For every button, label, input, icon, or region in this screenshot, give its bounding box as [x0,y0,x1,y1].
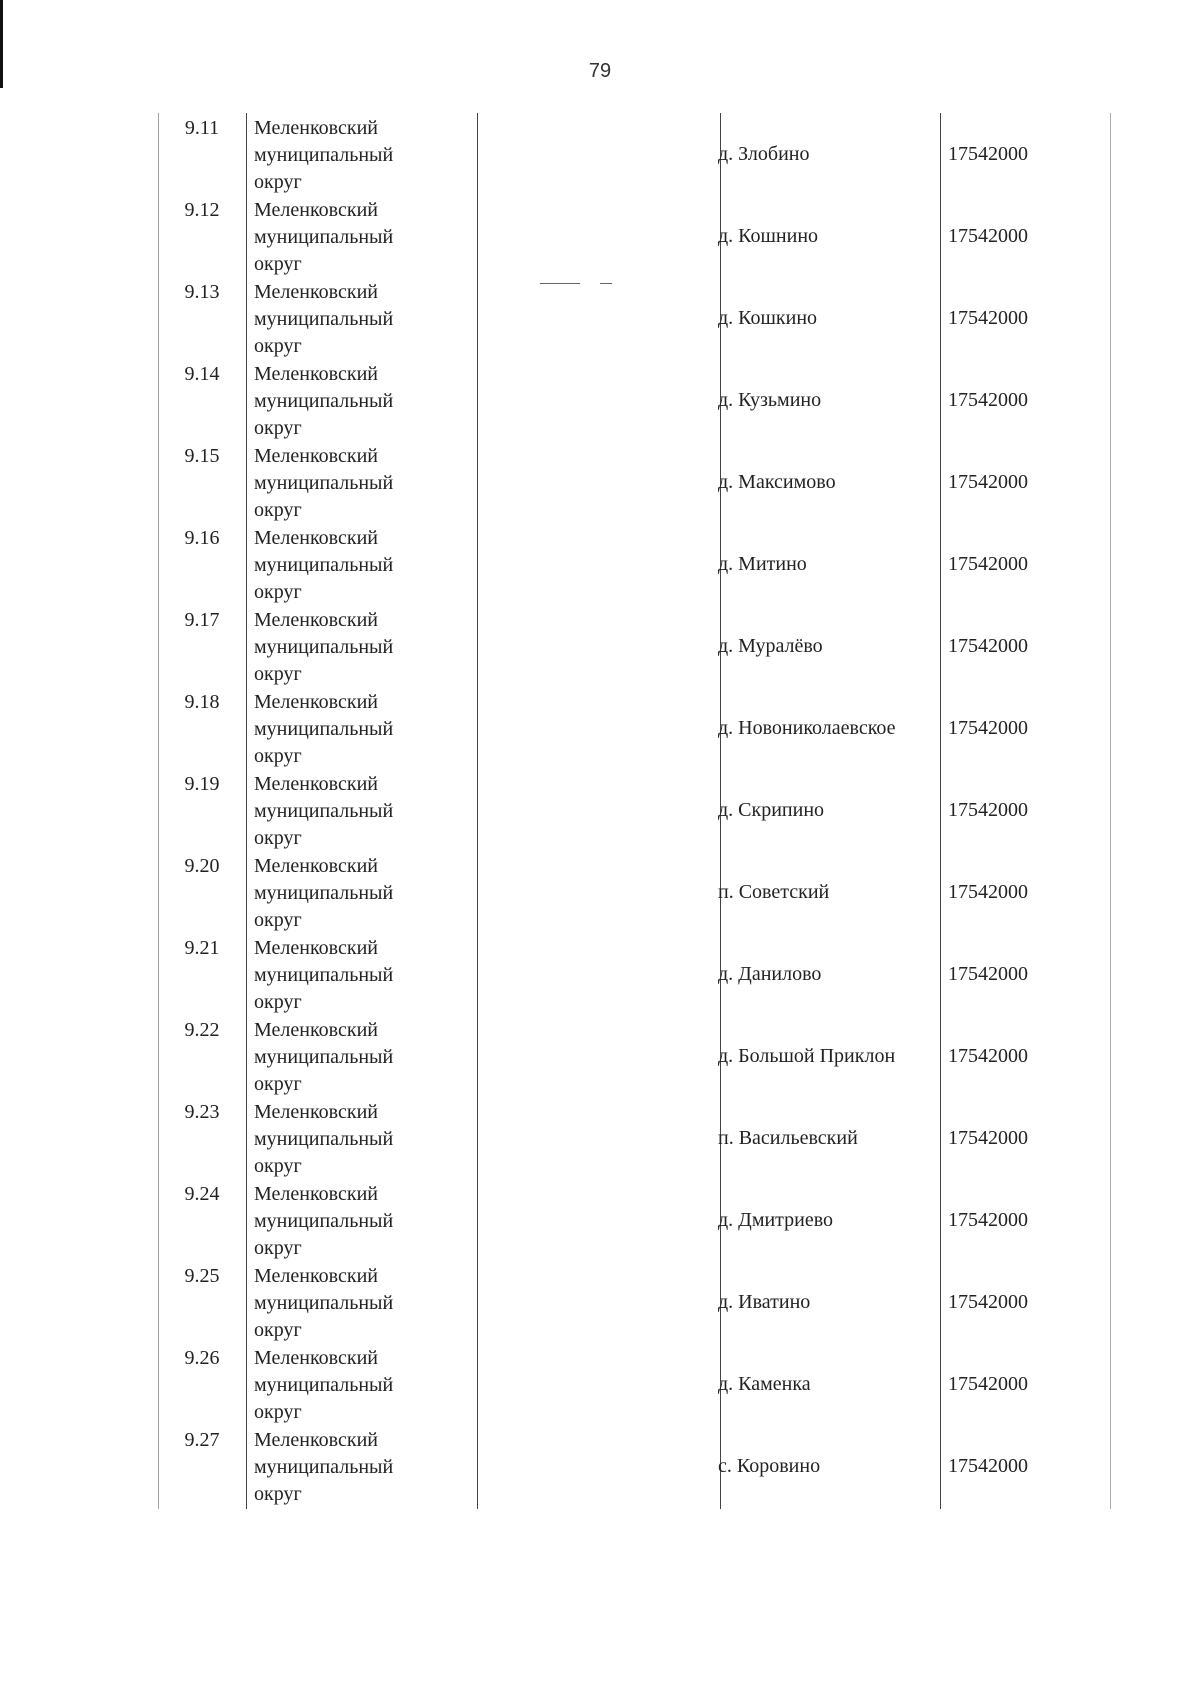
code-text: 17542000 [948,552,1028,575]
settlement-text: д. Новониколаевское [718,716,896,739]
okato-code [946,605,1096,687]
okato-code [946,277,1096,359]
settlement-name [716,1343,926,1425]
row-number: 9.17 [184,609,220,631]
district-name [254,441,464,523]
row-number: 9.18 [184,691,220,713]
district-line: округ [254,1073,302,1095]
district-line: округ [254,663,302,685]
district-line: муниципальный [254,308,394,330]
district-line: муниципальный [254,1292,394,1314]
settlement-name [716,1097,926,1179]
row-number: 9.22 [184,1019,220,1041]
district-line: округ [254,417,302,439]
district-line: Меленковский [254,1265,378,1287]
district-line: муниципальный [254,144,394,166]
okato-code [946,441,1096,523]
district-line: округ [254,253,302,275]
okato-code [946,195,1096,277]
code-text: 17542000 [948,470,1028,493]
okato-code [946,1179,1096,1261]
district-name [254,1015,464,1097]
code-text: 17542000 [948,388,1028,411]
district-line: Меленковский [254,773,378,795]
row-number: 9.23 [184,1101,220,1123]
table-row [158,441,1118,523]
table-row [158,851,1118,933]
code-text: 17542000 [948,798,1028,821]
district-name [254,523,464,605]
settlement-text: д. Злобино [718,142,810,165]
table-row [158,523,1118,605]
okato-code [946,1343,1096,1425]
district-line: муниципальный [254,1374,394,1396]
settlement-name [716,1179,926,1261]
settlement-text: с. Коровино [718,1454,821,1477]
code-text: 17542000 [948,1454,1028,1477]
settlement-text: д. Кошнино [718,224,819,247]
district-name [254,1179,464,1261]
district-name [254,195,464,277]
table-row [158,113,1118,195]
table-row [158,1343,1118,1425]
district-line: округ [254,1401,302,1423]
district-line: Меленковский [254,199,378,221]
settlement-text: п. Васильевский [718,1126,858,1149]
settlement-text: д. Большой Приклон [718,1044,896,1067]
settlement-text: д. Каменка [718,1372,811,1395]
row-number: 9.19 [184,773,220,795]
okato-code [946,113,1096,195]
district-line: муниципальный [254,1128,394,1150]
table-row [158,1425,1118,1507]
code-text: 17542000 [948,224,1028,247]
district-line: муниципальный [254,636,394,658]
district-name [254,277,464,359]
settlement-name [716,851,926,933]
district-line: муниципальный [254,554,394,576]
code-text: 17542000 [948,1372,1028,1395]
settlement-name [716,933,926,1015]
district-line: Меленковский [254,281,378,303]
district-line: округ [254,991,302,1013]
settlement-text: д. Кошкино [718,306,818,329]
settlement-text: д. Иватино [718,1290,811,1313]
row-number: 9.27 [184,1429,220,1451]
row-number: 9.12 [184,199,220,221]
settlement-text: д. Данилово [718,962,822,985]
okato-code [946,769,1096,851]
table-row [158,1015,1118,1097]
row-number: 9.20 [184,855,220,877]
district-name [254,605,464,687]
settlement-name [716,1425,926,1507]
district-line: Меленковский [254,1183,378,1205]
district-line: Меленковский [254,1429,378,1451]
settlement-name [716,605,926,687]
district-line: округ [254,827,302,849]
district-line: Меленковский [254,937,378,959]
district-line: Меленковский [254,691,378,713]
district-line: округ [254,909,302,931]
code-text: 17542000 [948,1208,1028,1231]
okato-code [946,933,1096,1015]
district-line: округ [254,335,302,357]
district-line: муниципальный [254,718,394,740]
district-line: округ [254,1319,302,1341]
code-text: 17542000 [948,716,1028,739]
okato-code [946,1261,1096,1343]
district-name [254,769,464,851]
code-text: 17542000 [948,142,1028,165]
row-number: 9.16 [184,527,220,549]
code-text: 17542000 [948,1044,1028,1067]
district-line: округ [254,1237,302,1259]
okato-code [946,523,1096,605]
table-row [158,277,1118,359]
row-number: 9.24 [184,1183,220,1205]
okato-code [946,1425,1096,1507]
district-line: Меленковский [254,609,378,631]
district-line: муниципальный [254,226,394,248]
district-line: Меленковский [254,117,378,139]
settlement-text: д. Кузьмино [718,388,822,411]
district-line: округ [254,745,302,767]
okato-code [946,359,1096,441]
okato-code [946,687,1096,769]
row-number: 9.11 [184,117,220,139]
settlements-table [158,113,1118,1507]
table-row [158,195,1118,277]
district-line: округ [254,1483,302,1505]
okato-code [946,1097,1096,1179]
row-number: 9.13 [184,281,220,303]
table-row [158,1261,1118,1343]
district-line: Меленковский [254,363,378,385]
table-row [158,605,1118,687]
settlement-text: д. Скрипино [718,798,825,821]
district-line: муниципальный [254,390,394,412]
settlement-name [716,441,926,523]
settlement-name [716,195,926,277]
settlement-text: д. Митино [718,552,807,575]
settlement-name [716,359,926,441]
table-row [158,769,1118,851]
district-line: округ [254,499,302,521]
row-number: 9.26 [184,1347,220,1369]
district-name [254,359,464,441]
row-number: 9.21 [184,937,220,959]
settlement-name [716,277,926,359]
settlement-text: д. Максимово [718,470,836,493]
district-line: муниципальный [254,882,394,904]
settlement-name [716,523,926,605]
table-row [158,933,1118,1015]
district-name [254,1425,464,1507]
district-name [254,687,464,769]
district-name [254,1097,464,1179]
settlement-text: д. Дмитриево [718,1208,834,1231]
district-name [254,1343,464,1425]
district-line: округ [254,581,302,603]
table-row [158,687,1118,769]
code-text: 17542000 [948,306,1028,329]
district-line: Меленковский [254,855,378,877]
row-number: 9.14 [184,363,220,385]
district-name [254,113,464,195]
table-row [158,1097,1118,1179]
row-number: 9.25 [184,1265,220,1287]
settlement-name [716,113,926,195]
district-line: Меленковский [254,1019,378,1041]
table-row [158,359,1118,441]
district-name [254,1261,464,1343]
district-line: муниципальный [254,472,394,494]
code-text: 17542000 [948,880,1028,903]
settlement-text: д. Муралёво [718,634,823,657]
district-line: округ [254,171,302,193]
settlement-text: п. Советский [718,880,830,903]
district-line: муниципальный [254,964,394,986]
code-text: 17542000 [948,962,1028,985]
code-text: 17542000 [948,634,1028,657]
table-row [158,1179,1118,1261]
district-line: Меленковский [254,527,378,549]
okato-code [946,851,1096,933]
district-line: Меленковский [254,445,378,467]
page-number: 79 [588,60,612,82]
district-line: муниципальный [254,800,394,822]
district-line: муниципальный [254,1456,394,1478]
district-line: муниципальный [254,1046,394,1068]
okato-code [946,1015,1096,1097]
district-line: Меленковский [254,1347,378,1369]
district-line: округ [254,1155,302,1177]
code-text: 17542000 [948,1290,1028,1313]
code-text: 17542000 [948,1126,1028,1149]
district-name [254,851,464,933]
settlement-name [716,769,926,851]
settlement-name [716,687,926,769]
settlement-name [716,1015,926,1097]
district-name [254,933,464,1015]
row-number: 9.15 [184,445,220,467]
district-line: муниципальный [254,1210,394,1232]
district-line: Меленковский [254,1101,378,1123]
settlement-name [716,1261,926,1343]
